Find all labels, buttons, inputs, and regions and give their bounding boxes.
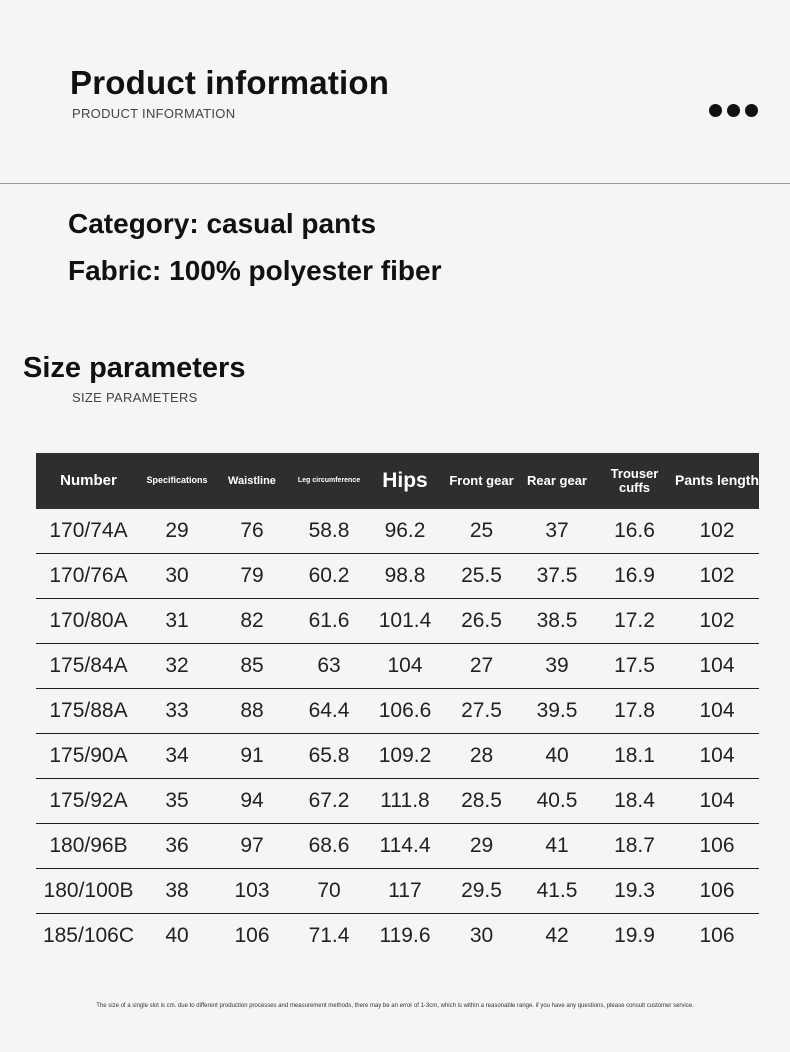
table-cell: 27 — [443, 644, 520, 689]
divider — [0, 183, 790, 184]
table-cell: 28 — [443, 734, 520, 779]
table-cell: 17.5 — [594, 644, 675, 689]
table-cell: 104 — [675, 644, 759, 689]
table-cell: 38.5 — [520, 599, 594, 644]
column-header-hips: Hips — [382, 469, 428, 493]
table-cell: 104 — [675, 734, 759, 779]
table-body — [36, 509, 759, 958]
table-cell: 104 — [367, 644, 443, 689]
table-cell: 104 — [675, 689, 759, 734]
page-title: Product information — [70, 64, 390, 101]
table-cell: 25.5 — [443, 554, 520, 599]
table-cell: 180/96B — [36, 824, 141, 869]
table-row — [36, 554, 759, 599]
table-row — [36, 689, 759, 734]
table-cell: 41.5 — [520, 869, 594, 914]
table-cell: 79 — [213, 554, 291, 599]
table-cell: 76 — [213, 509, 291, 554]
table-cell: 103 — [213, 869, 291, 914]
column-header-number: Number — [60, 471, 117, 489]
table-header-row — [36, 453, 759, 509]
table-row — [36, 644, 759, 689]
table-cell: 29 — [443, 824, 520, 869]
table-cell: 85 — [213, 644, 291, 689]
table-row — [36, 509, 759, 554]
table-cell: 18.4 — [594, 779, 675, 824]
table-cell: 19.3 — [594, 869, 675, 914]
table-cell: 25 — [443, 509, 520, 554]
table-cell: 70 — [291, 869, 367, 914]
table-cell: 26.5 — [443, 599, 520, 644]
table-cell: 27.5 — [443, 689, 520, 734]
size-table — [36, 453, 759, 958]
table-cell: 33 — [141, 689, 213, 734]
table-cell: 175/88A — [36, 689, 141, 734]
table-cell: 119.6 — [379, 924, 431, 947]
table-cell: 106 — [675, 824, 759, 869]
table-cell: 41 — [520, 824, 594, 869]
footnote: The size of a single slot is cm. due to different production processes and measurement methods, there may be an error of 1-3cm, which is within a reasonable range. if you have any questions, please consult customer service. — [96, 1003, 694, 1009]
size-section-subtitle: SIZE PARAMETERS — [72, 390, 198, 405]
table-cell: 29.5 — [443, 869, 520, 914]
table-cell: 185/106C — [42, 924, 135, 947]
table-cell: 102 — [675, 554, 759, 599]
dot — [709, 104, 722, 117]
table-cell: 67.2 — [291, 779, 367, 824]
table-cell: 106 — [234, 924, 270, 947]
table-cell: 16.9 — [594, 554, 675, 599]
page-subtitle: PRODUCT INFORMATION — [72, 106, 236, 121]
table-cell: 106 — [675, 869, 759, 914]
table-cell: 170/76A — [36, 554, 141, 599]
table-cell: 170/80A — [36, 599, 141, 644]
table-cell: 82 — [213, 599, 291, 644]
table-cell: 104 — [675, 779, 759, 824]
table-cell: 30 — [141, 554, 213, 599]
table-cell: 180/100B — [36, 869, 141, 914]
table-cell: 175/90A — [36, 734, 141, 779]
table-cell: 63 — [291, 644, 367, 689]
table-cell: 97 — [213, 824, 291, 869]
table-cell: 36 — [141, 824, 213, 869]
table-row — [36, 599, 759, 644]
table-cell: 42 — [545, 924, 569, 947]
table-cell: 17.2 — [594, 599, 675, 644]
table-cell: 39 — [520, 644, 594, 689]
table-cell: 64.4 — [291, 689, 367, 734]
column-header-front-gear: Front gear — [449, 472, 514, 488]
table-row — [36, 779, 759, 824]
table-row — [36, 824, 759, 869]
table-cell: 88 — [213, 689, 291, 734]
table-cell: 94 — [213, 779, 291, 824]
table-cell: 18.7 — [594, 824, 675, 869]
table-cell: 40 — [165, 924, 189, 947]
table-cell: 31 — [141, 599, 213, 644]
column-header-leg-circumference: Leg circumference — [297, 477, 361, 485]
table-cell: 101.4 — [367, 599, 443, 644]
table-cell: 71.4 — [308, 924, 350, 947]
table-cell: 37.5 — [520, 554, 594, 599]
table-cell: 117 — [367, 869, 443, 914]
table-cell: 39.5 — [520, 689, 594, 734]
table-cell: 61.6 — [291, 599, 367, 644]
table-cell: 40 — [520, 734, 594, 779]
table-cell: 111.8 — [367, 779, 443, 824]
table-cell: 98.8 — [367, 554, 443, 599]
table-cell: 175/84A — [36, 644, 141, 689]
table-cell: 102 — [675, 509, 759, 554]
table-cell: 68.6 — [291, 824, 367, 869]
column-header-pants-length: Pants length — [675, 472, 760, 489]
table-row — [36, 914, 759, 959]
table-cell: 65.8 — [291, 734, 367, 779]
table-cell: 102 — [675, 599, 759, 644]
table-cell: 109.2 — [367, 734, 443, 779]
dot — [745, 104, 758, 117]
table-cell: 60.2 — [291, 554, 367, 599]
table-row — [36, 869, 759, 914]
table-cell: 37 — [520, 509, 594, 554]
table-cell: 32 — [141, 644, 213, 689]
table-cell: 30 — [469, 924, 494, 947]
table-cell: 96.2 — [367, 509, 443, 554]
table-cell: 40.5 — [520, 779, 594, 824]
table-cell: 29 — [141, 509, 213, 554]
table-cell: 38 — [141, 869, 213, 914]
table-cell: 106.6 — [367, 689, 443, 734]
fabric-text: Fabric: 100% polyester fiber — [68, 255, 442, 286]
column-header-trouser-cuffs: Trouser cuffs — [610, 465, 659, 495]
table-cell: 16.6 — [594, 509, 675, 554]
table-cell: 58.8 — [291, 509, 367, 554]
table-cell: 175/92A — [36, 779, 141, 824]
column-header-rear-gear: Rear gear — [527, 472, 587, 488]
column-header-waistline: Waistline — [228, 474, 276, 487]
table-row — [36, 734, 759, 779]
table-cell: 19.9 — [614, 924, 655, 947]
table-cell: 35 — [141, 779, 213, 824]
table-cell: 170/74A — [36, 509, 141, 554]
size-section-title: Size parameters — [23, 352, 246, 384]
table-cell: 106 — [699, 924, 735, 947]
table-cell: 114.4 — [367, 824, 443, 869]
more-dots-icon — [709, 104, 758, 117]
column-header-specifications: Specifications — [146, 475, 208, 486]
table-cell: 91 — [213, 734, 291, 779]
category-text: Category: casual pants — [68, 208, 377, 239]
table-cell: 34 — [141, 734, 213, 779]
table-cell: 28.5 — [443, 779, 520, 824]
dot — [727, 104, 740, 117]
table-cell: 18.1 — [594, 734, 675, 779]
table-cell: 17.8 — [594, 689, 675, 734]
